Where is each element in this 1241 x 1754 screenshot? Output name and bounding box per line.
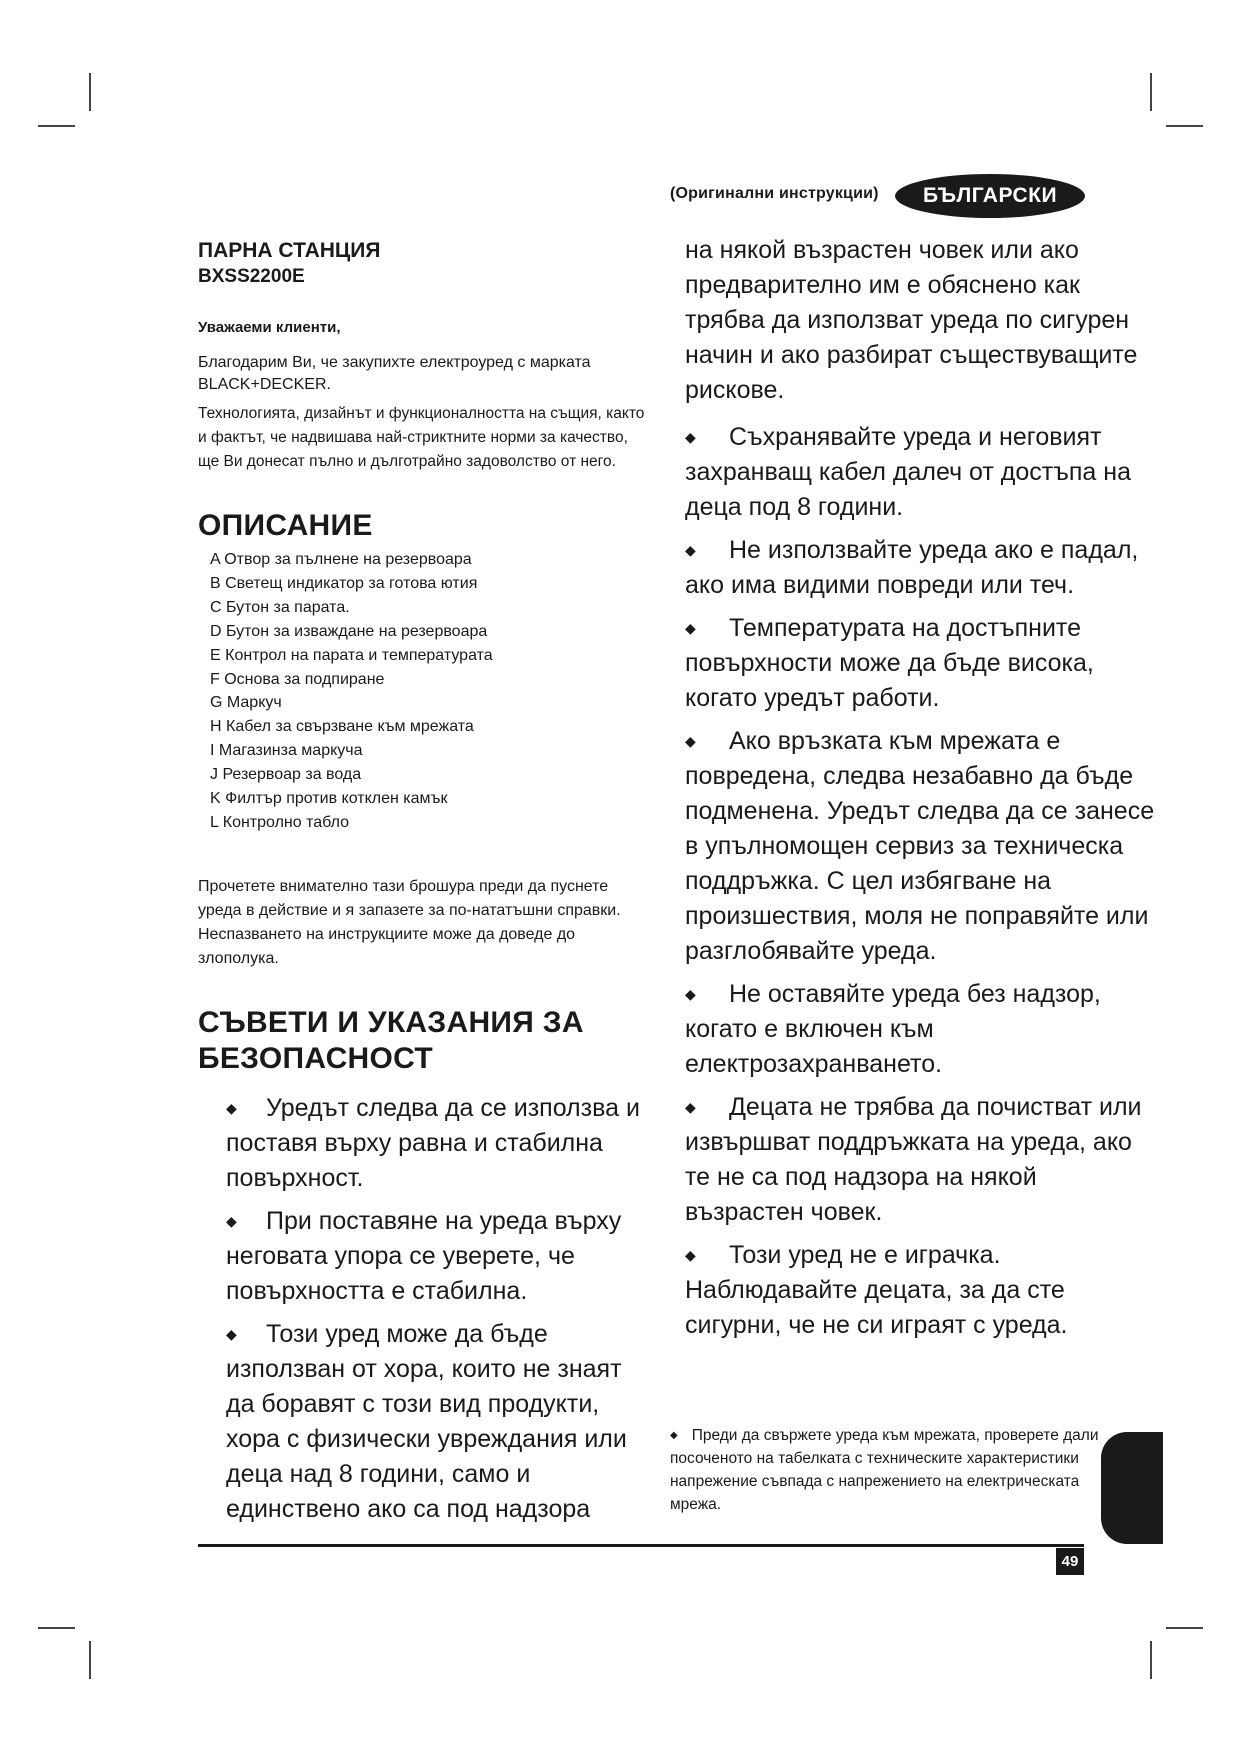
safety-heading: СЪВЕТИ И УКАЗАНИЯ ЗА БЕЗОПАСНОСТ xyxy=(198,1005,584,1075)
list-item: D Бутон за изваждане на резервоара xyxy=(210,622,488,640)
list-item: K Филтър против котклен камък xyxy=(210,790,448,808)
footer-rule xyxy=(198,1544,1084,1547)
diamond-bullet-icon: ◆ xyxy=(226,1325,237,1342)
list-item-text: Този уред не е играчка. Наблюдавайте децата, за да сте сигурни, че не си играят с уреда. xyxy=(685,1241,1068,1339)
crop-mark-top-right-h xyxy=(1166,125,1203,127)
product-title: ПАРНА СТАНЦИЯ xyxy=(198,239,381,262)
list-item-text: Не оставяйте уреда без надзор, когато е включен към електрозахранването. xyxy=(685,980,1101,1078)
product-model: BXSS2200E xyxy=(198,266,305,287)
list-item: F Основа за подпиране xyxy=(210,670,385,688)
list-item-continuation: на някой възрастен човек или ако предварително им е обяснено как трябва да използват уреда по сигурен начин и ако разбират съществуващите рискове. xyxy=(685,236,1138,404)
crop-mark-top-left-v xyxy=(89,73,91,111)
original-instructions-note: (Оригинални инструкции) xyxy=(670,185,879,202)
diamond-bullet-icon: ◆ xyxy=(226,1212,237,1229)
list-item xyxy=(198,1091,653,1196)
list-item xyxy=(685,611,1155,716)
list-item xyxy=(685,724,1155,969)
safety-list-left xyxy=(198,1091,653,1527)
list-item-text: Не използвайте уреда ако е падал, ако има видими повреди или теч. xyxy=(685,536,1139,599)
diamond-bullet-icon: ◆ xyxy=(685,1247,696,1263)
page-number: 49 xyxy=(1056,1548,1084,1575)
description-heading: ОПИСАНИЕ xyxy=(198,509,373,542)
list-item-text: Температурата на достъпните повърхности може да бъде висока, когато уредът работи. xyxy=(685,614,1094,712)
crop-mark-bottom-right-h xyxy=(1166,1627,1203,1629)
language-label: БЪЛГАРСКИ xyxy=(922,184,1058,207)
list-item xyxy=(685,533,1155,603)
list-item: L Контролно табло xyxy=(210,813,349,831)
left-column xyxy=(198,237,653,1535)
list-item-text: Този уред може да бъде използван от хора, които не знаят да боравят с този вид продукти, хора с физически увреждания или деца над 8 години, само и единствено ако са под надзора xyxy=(226,1319,627,1523)
list-item: A Отвор за пълнене на резервоара xyxy=(210,551,472,568)
diamond-bullet-icon: ◆ xyxy=(226,1099,237,1116)
crop-mark-top-right-v xyxy=(1150,73,1152,111)
list-item xyxy=(685,1090,1155,1230)
list-item-text: Уредът следва да се използва и поставя върху равна и стабилна повърхност. xyxy=(226,1093,640,1192)
diamond-bullet-icon: ◆ xyxy=(670,1429,678,1441)
list-item-text: Ако връзката към мрежата е повредена, следва незабавно да бъде подменена. Уредът следва да се занесе в упълномощен сервиз за техническа поддръжка. С цел избягване на произшествия, моля не поправяйте или разглобявайте уреда. xyxy=(685,727,1155,965)
crop-mark-bottom-left-h xyxy=(38,1627,75,1629)
diamond-bullet-icon: ◆ xyxy=(685,733,696,749)
parts-list xyxy=(210,548,653,835)
crop-mark-top-left-h xyxy=(38,125,75,127)
read-instructions-note: Прочетете внимателно тази брошура преди да пуснете уреда в действие и я запазете за по-нататъшни справки. Неспазването на инструкциите може да доведе до злополука. xyxy=(198,877,621,967)
list-item: I Магазинза маркуча xyxy=(210,742,363,760)
list-item xyxy=(198,1204,653,1309)
list-item: C Бутон за парата. xyxy=(210,598,350,616)
list-item xyxy=(198,1317,653,1527)
diamond-bullet-icon: ◆ xyxy=(685,986,696,1002)
list-item: B Светещ индикатор за готова ютия xyxy=(210,574,478,592)
diamond-bullet-icon: ◆ xyxy=(685,1099,696,1115)
safety-list-right xyxy=(685,233,1155,1343)
right-column xyxy=(685,233,1155,1351)
list-item xyxy=(685,420,1155,525)
voltage-check-note xyxy=(670,1424,1100,1516)
intro-technology: Технологията, дизайнът и функционалността на същия, както и фактът, че надвишава най-стриктните норми за качество, ще Ви донесат пълно и дълготрайно задоволство от него. xyxy=(198,405,645,470)
voltage-check-text: Преди да свържете уреда към мрежата, проверете дали посоченото на табелката с техническите характеристики напрежение съвпада с напрежението на електрическата мрежа. xyxy=(670,1426,1099,1513)
diamond-bullet-icon: ◆ xyxy=(685,542,696,558)
list-item: E Контрол на парата и температурата xyxy=(210,646,493,664)
list-item-text: Децата не трябва да почистват или извършват поддръжката на уреда, ако те не са под надзора на някой възрастен човек. xyxy=(685,1093,1142,1226)
language-badge xyxy=(895,174,1085,218)
list-item-text: Съхранявайте уреда и неговият захранващ кабел далеч от достъпа на деца под 8 години. xyxy=(685,423,1131,521)
list-item xyxy=(685,977,1155,1082)
diamond-bullet-icon: ◆ xyxy=(685,429,696,445)
list-item-text: При поставяне на уреда върху неговата упора се уверете, че повърхността е стабилна. xyxy=(226,1206,622,1305)
crop-mark-bottom-left-v xyxy=(89,1641,91,1679)
crop-mark-bottom-right-v xyxy=(1150,1641,1152,1679)
diamond-bullet-icon: ◆ xyxy=(685,620,696,636)
list-item: J Резервоар за вода xyxy=(210,766,362,784)
list-item xyxy=(685,1238,1155,1343)
list-item: G Маркуч xyxy=(210,694,282,712)
list-item: H Кабел за свързване към мрежата xyxy=(210,718,474,736)
intro-thanks: Благодарим Ви, че закупихте електроуред с марката BLACK+DECKER. xyxy=(198,354,591,393)
section-tab xyxy=(1101,1432,1163,1544)
greeting: Уважаеми клиенти, xyxy=(198,319,341,336)
